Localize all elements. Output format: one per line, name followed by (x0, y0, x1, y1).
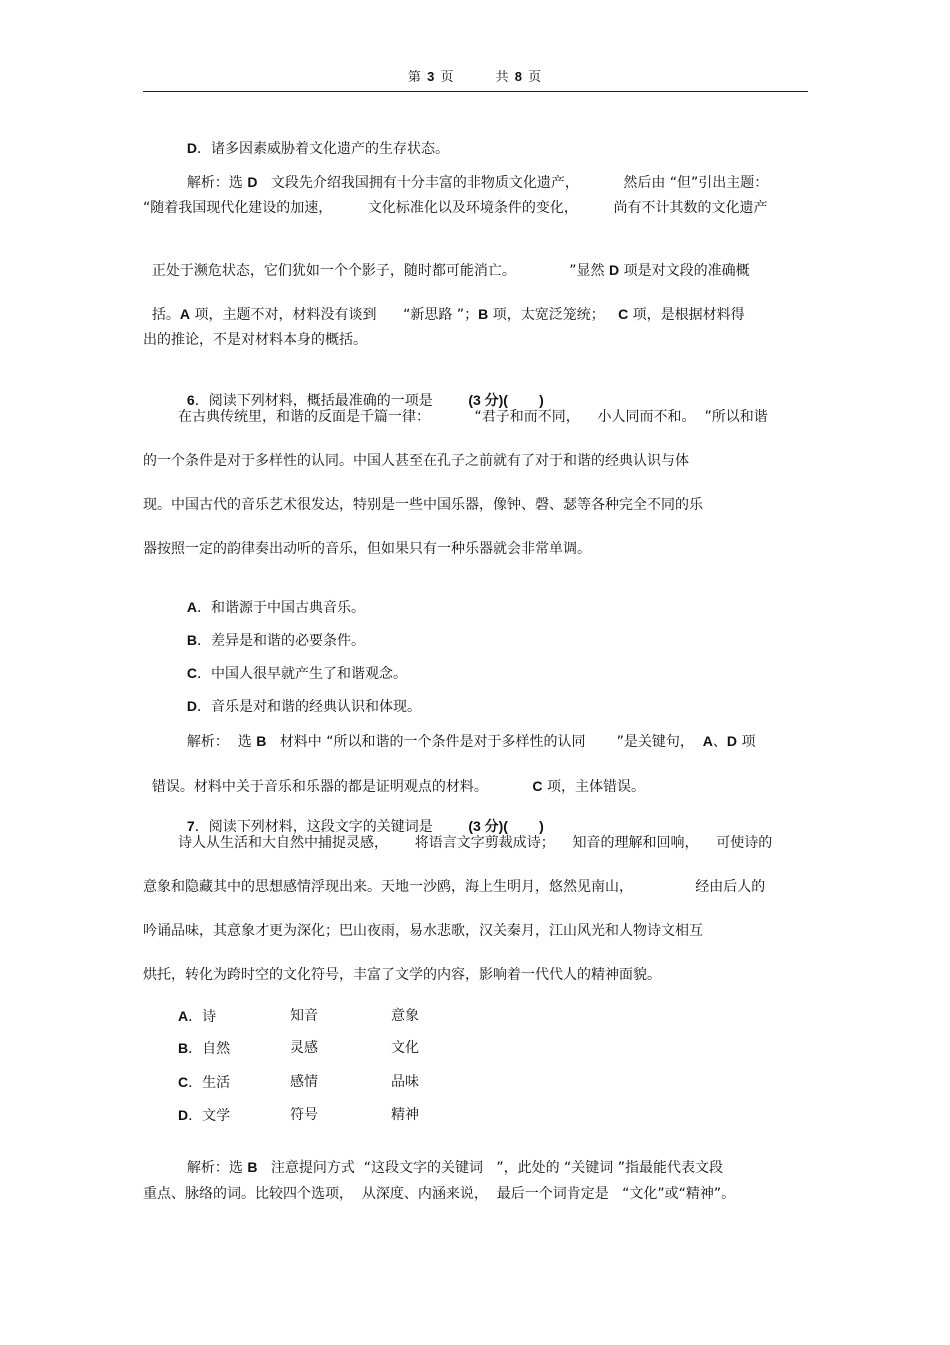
option-word-3: 文化 (391, 1040, 419, 1056)
q6-option-d (178, 679, 421, 716)
analysis-text: 项，太宽泛笼统； (488, 307, 619, 323)
option-word-1 (178, 1039, 230, 1058)
option-text: ．差异是和谐的必要条件。 (197, 633, 366, 649)
page-prefix: 第 (407, 70, 422, 85)
question-number: 7 (186, 818, 195, 834)
q6-option-b (178, 613, 365, 650)
page-number: 3 (427, 69, 436, 84)
question-score: (3 分)( ) (468, 392, 544, 408)
analysis-text: 材料中 “所以和谐的一个条件是对于多样性的认同 ”是关键句， (266, 734, 703, 750)
total-unit: 页 (528, 70, 543, 85)
analysis-text: 项，主题不对，材料没有谈到 “新思路 ”； (190, 307, 479, 323)
prev-analysis-line-3 (143, 243, 750, 280)
option-text: ．中国人很早就产生了和谐观念。 (197, 666, 408, 682)
option-word-2: 知音 (290, 1008, 318, 1024)
analysis-label: A (179, 306, 191, 322)
option-text: ．诗 (188, 1009, 217, 1025)
analysis-text: 错误。材料中关于音乐和乐器的都是证明观点的材料。 (151, 779, 533, 795)
option-text: ．和谐源于中国古典音乐。 (197, 600, 366, 616)
prev-analysis-line-4 (143, 287, 745, 324)
q6-analysis-line-2 (143, 759, 645, 796)
analysis-text: 正处于濒危状态，它们犹如一个个影子，随时都可能消亡。 ”显然 (151, 263, 610, 279)
option-label: D (186, 140, 198, 156)
analysis-text: 文段先介绍我国拥有十分丰富的非物质文化遗产， 然后由 “但”引出主题： (257, 175, 769, 191)
option-text: ．文学 (188, 1108, 231, 1124)
analysis-text: 解析：选 (186, 175, 248, 191)
option-text: ．自然 (188, 1041, 231, 1057)
question-text: ．阅读下列材料，概括最准确的一项是 (194, 393, 433, 409)
page-unit: 页 (440, 70, 455, 85)
q7-analysis-line-2: 重点、脉络的词。比较四个选项， 从深度、内涵来说， 最后一个词肯定是 “文化”或“精神”。 (143, 1186, 736, 1202)
analysis-answer: D (247, 174, 258, 190)
option-word-3: 精神 (391, 1107, 419, 1123)
analysis-answer: B (247, 1159, 258, 1175)
prev-option-d (178, 121, 449, 158)
analysis-text: 项是对文段的准确概 (619, 263, 750, 279)
analysis-text: 项，是根据材料得 (628, 307, 745, 323)
option-label: A (178, 1008, 189, 1024)
option-label: D (186, 698, 198, 714)
option-label: A (186, 599, 198, 615)
q7-analysis-line-1 (178, 1140, 723, 1177)
option-label: C (186, 665, 198, 681)
question-number: 6 (186, 392, 195, 408)
analysis-text: 、 (712, 734, 727, 750)
header-rule (143, 91, 808, 92)
total-pages: 8 (514, 69, 523, 84)
question-score: (3 分)( ) (468, 818, 544, 834)
analysis-text: 括。 (151, 307, 180, 323)
page-header (0, 66, 950, 85)
analysis-text: 解析： 选 (186, 734, 257, 750)
analysis-text: 项 (737, 734, 756, 750)
option-word-2: 感情 (290, 1074, 318, 1090)
analysis-label: C (618, 306, 629, 322)
option-word-1 (178, 1106, 230, 1125)
total-prefix: 共 (495, 70, 510, 85)
q6-option-c (178, 646, 407, 683)
q7-passage-line-1: 诗人从生活和大自然中捕捉灵感， 将语言文字剪裁成诗； 知音的理解和回响， 可使诗的 (178, 835, 773, 851)
analysis-label: A (702, 733, 713, 749)
prev-analysis-line-5: 出的推论，不是对材料本身的概括。 (143, 332, 367, 348)
question-text: ．阅读下列材料，这段文字的关键词是 (194, 819, 433, 835)
analysis-label: B (478, 306, 489, 322)
prev-analysis-line-2: “随着我国现代化建设的加速， 文化标准化以及环境条件的变化， 尚有不计其数的文化遗产 (143, 200, 768, 216)
option-label: C (178, 1074, 189, 1090)
q6-passage-line-2: 的一个条件是对于多样性的认同。中国人甚至在孔子之前就有了对于和谐的经典认识与体 (143, 453, 689, 469)
analysis-label: C (532, 778, 543, 794)
analysis-text: 注意提问方式 “这段文字的关键词 ”，此处的 “关键词 ”指最能代表文段 (257, 1160, 723, 1176)
q6-passage-line-4: 器按照一定的韵律奏出动听的音乐，但如果只有一种乐器就会非常单调。 (143, 541, 591, 557)
q6-analysis-line-1 (178, 714, 755, 751)
option-label: B (178, 1040, 189, 1056)
option-word-2: 灵感 (290, 1040, 318, 1056)
option-word-3: 意象 (391, 1008, 419, 1024)
prev-analysis-line-1 (178, 155, 768, 192)
q6-passage-line-3: 现。中国古代的音乐艺术很发达，特别是一些中国乐器，像钟、磬、瑟等各种完全不同的乐 (143, 497, 703, 513)
analysis-text: 解析：选 (186, 1160, 248, 1176)
analysis-label: D (726, 733, 737, 749)
option-text: ．音乐是对和谐的经典认识和体现。 (197, 699, 422, 715)
option-label: B (186, 632, 198, 648)
q6-option-a (178, 580, 365, 617)
q6-stem (178, 373, 544, 410)
option-word-1 (178, 1007, 216, 1026)
q7-passage-line-2: 意象和隐藏其中的思想感情浮现出来。天地一沙鸥，海上生明月，悠然见南山， 经由后人的 (143, 879, 766, 895)
option-word-2: 符号 (290, 1107, 318, 1123)
option-word-1 (178, 1073, 230, 1092)
q7-passage-line-4: 烘托，转化为跨时空的文化符号，丰富了文学的内容，影响着一代代人的精神面貌。 (143, 967, 661, 983)
option-label: D (178, 1107, 189, 1123)
analysis-answer: B (256, 733, 267, 749)
q6-passage-line-1: 在古典传统里，和谐的反面是千篇一律： “君子和而不同， 小人同而不和。 ”所以和谐 (178, 409, 768, 425)
analysis-text: 项，主体错误。 (542, 779, 645, 795)
option-word-3: 品味 (391, 1074, 419, 1090)
option-text: ．生活 (188, 1075, 231, 1091)
option-text: ．诸多因素威胁着文化遗产的生存状态。 (197, 141, 450, 157)
q7-passage-line-3: 吟诵品味，其意象才更为深化；巴山夜雨，易水悲歌，汉关秦月，江山风光和人物诗文相互 (143, 923, 703, 939)
q7-stem (178, 799, 544, 836)
analysis-answer: D (609, 262, 620, 278)
